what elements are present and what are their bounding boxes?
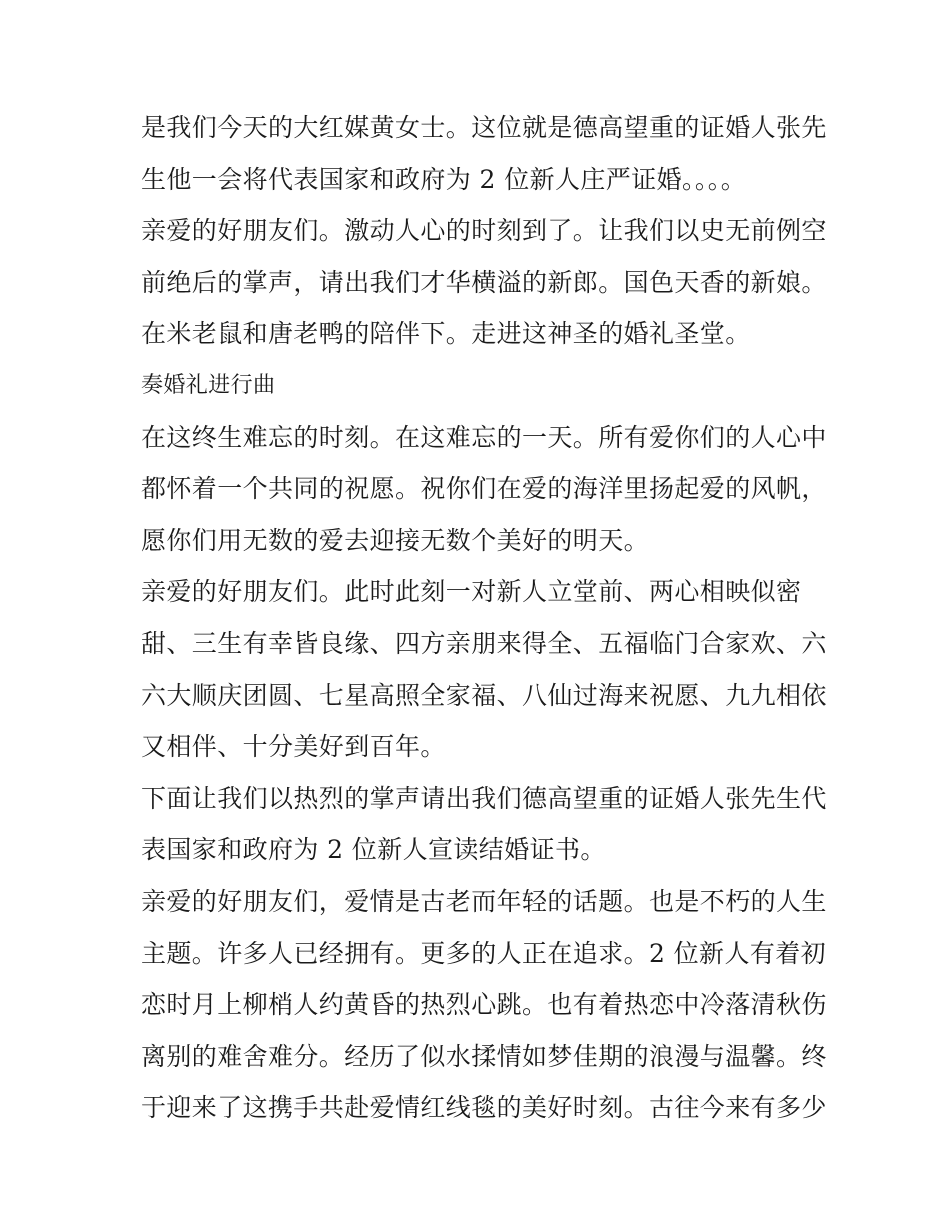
text-line: 下面让我们以热烈的掌声请出我们德高望重的证婚人张先生代 <box>141 783 827 813</box>
text-line: 离别的难舍难分。经历了似水揉情如梦佳期的浪漫与温馨。终 <box>141 1041 827 1071</box>
text-line: 恋时月上柳梢人约黄昏的热烈心跳。也有着热恋中冷落清秋伤 <box>141 990 827 1020</box>
text-line: 又相伴、十分美好到百年。 <box>141 732 446 762</box>
text-line: 在米老鼠和唐老鸭的陪伴下。走进这神圣的婚礼圣堂。 <box>141 319 751 349</box>
text-line: 于迎来了这携手共赴爱情红线毯的美好时刻。古往今来有多少 <box>141 1093 827 1123</box>
text-line: 六大顺庆团圆、七星高照全家福、八仙过海来祝愿、九九相依 <box>141 680 827 710</box>
text-line: 愿你们用无数的爱去迎接无数个美好的明天。 <box>141 525 650 555</box>
body-text <box>141 102 827 1134</box>
text-line: 都怀着一个共同的祝愿。祝你们在爱的海洋里扬起爱的风帆， <box>141 474 827 504</box>
text-line: 亲爱的好朋友们，爱情是古老而年轻的话题。也是不朽的人生 <box>141 886 827 916</box>
text-line: 亲爱的好朋友们。此时此刻一对新人立堂前、两心相映似密 <box>141 577 802 607</box>
text-line: 表国家和政府为 2 位新人宣读结婚证书。 <box>141 835 606 865</box>
text-line: 主题。许多人已经拥有。更多的人正在追求。2 位新人有着初 <box>141 938 827 968</box>
text-line: 奏婚礼进行曲 <box>141 372 276 398</box>
text-line: 甜、三生有幸皆良缘、四方亲朋来得全、五福临门合家欢、六 <box>141 628 827 658</box>
text-line: 是我们今天的大红媒黄女士。这位就是德高望重的证婚人张先 <box>141 113 827 142</box>
text-line: 在这终生难忘的时刻。在这难忘的一天。所有爱你们的人心中 <box>141 422 827 452</box>
text-line: 生他一会将代表国家和政府为 2 位新人庄严证婚。。。。 <box>141 164 747 194</box>
text-line: 亲爱的好朋友们。激动人心的时刻到了。让我们以史无前例空 <box>141 216 827 246</box>
text-line: 前绝后的掌声，请出我们才华横溢的新郎。国色天香的新娘。 <box>141 267 827 297</box>
